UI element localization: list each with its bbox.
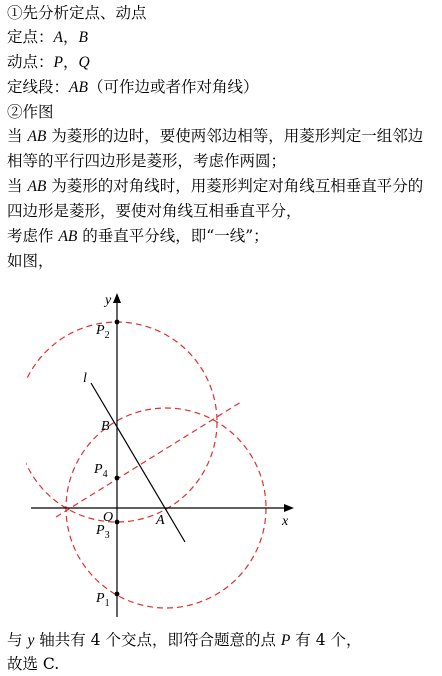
p4-label [93,462,108,480]
text: 为菱形的边时，要使两邻边相等，用菱形判定一组邻边 [46,127,424,145]
text: 当 [7,177,28,195]
comma: ， [62,53,79,71]
fixed-segment-prefix: 定线段： [7,78,70,96]
p1-label [95,591,110,609]
text: 与 [7,631,28,649]
text: 当 [7,127,28,145]
segment-ab: AB [27,178,47,195]
x-axis-arrow-icon [284,504,294,512]
p4-subscript: 4 [102,469,108,480]
x-axis-label: x [282,514,289,529]
p1-letter: P [96,591,105,606]
paragraph-2-line-2: 四边形是菱形，要使对角线互相垂直平分， [7,202,302,220]
paragraph-3 [7,226,269,247]
point-p4 [115,476,120,481]
comma: ， [62,28,79,46]
moving-points-line [7,52,90,73]
y-axis-label: y [105,293,112,308]
segment-ab: AB [69,79,88,96]
conclusion-line-2: 故选 C. [7,655,60,673]
fixed-points-line [7,27,88,48]
step-2-title: ②作图 [7,103,54,121]
step-1-title: ①先分析定点、动点 [7,4,147,22]
paragraph-2-line-1 [7,176,423,197]
moving-point-q: Q [78,54,90,71]
fixed-point-b: B [78,29,88,46]
p1-subscript: 1 [104,598,110,609]
p2-label [95,323,110,341]
segment-ab: AB [58,228,78,245]
y-letter: y [27,632,35,649]
p2-letter: P [96,323,105,338]
text: 为菱形的对角线时，用菱形判定对角线互相垂直平分的 [46,177,424,195]
geometry-figure [26,292,306,622]
p-letter: P [280,632,291,649]
text: 轴共有 4 个交点，即符合题意的点 [34,631,281,649]
moving-points-prefix: 动点： [7,53,54,71]
segment-note: （可作边或者作对角线） [87,78,259,96]
y-axis-arrow-icon [113,293,121,303]
paragraph-1-line-1 [7,126,423,147]
fixed-point-a: A [53,29,63,46]
text: 的垂直平分线，即“一线”； [77,227,269,245]
text: 有 4 个， [290,631,362,649]
point-p1 [115,592,120,597]
fixed-segment-line [7,77,258,98]
p2-subscript: 2 [104,330,110,341]
p3-letter: P [96,523,105,538]
moving-point-p: P [53,54,63,71]
segment-ab: AB [27,128,47,145]
fixed-points-prefix: 定点： [7,28,54,46]
point-b-label: B [101,419,110,434]
line-l-label: l [83,371,87,386]
p4-letter: P [94,462,103,477]
point-p2 [115,320,120,325]
text: 考虑作 [7,227,59,245]
perpendicular-bisector [56,402,241,517]
point-a-label: A [156,513,165,528]
paragraph-1-line-2: 相等的平行四边形是菱形，考虑作两圆； [7,152,287,170]
p3-subscript: 3 [104,530,110,541]
origin-label: O [103,510,114,525]
paragraph-4: 如图， [7,252,54,270]
point-p3 [115,520,120,525]
circle-center-b [26,322,217,522]
p3-label [95,523,110,541]
conclusion-line-1 [7,630,362,651]
